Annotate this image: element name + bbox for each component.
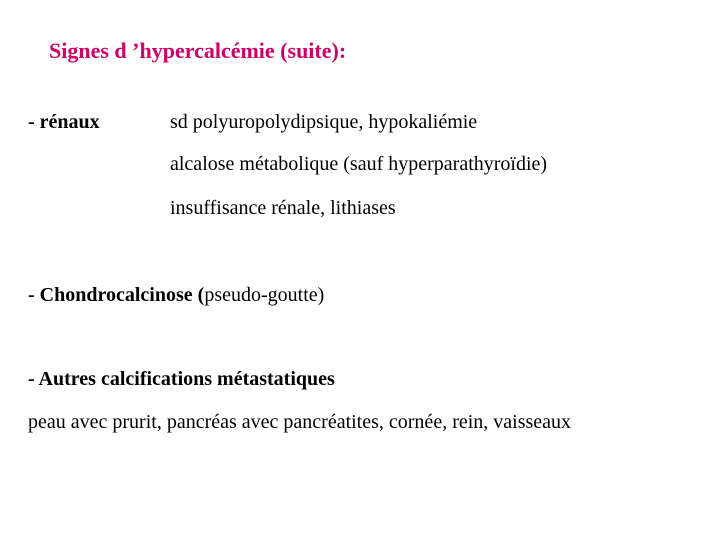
autres-detail: peau avec prurit, pancréas avec pancréatites, cornée, rein, vaisseaux xyxy=(28,411,572,433)
renal-item: alcalose métabolique (sauf hyperparathyroïdie) xyxy=(170,153,548,175)
chondro-paren: ( xyxy=(197,284,205,306)
renal-item: sd polyuropolydipsique, hypokaliémie xyxy=(170,111,478,133)
autres-heading: - Autres calcifications métastatiques xyxy=(28,368,335,390)
chondro-term: Chondrocalcinose xyxy=(39,284,193,306)
chondro-prefix: - xyxy=(28,284,40,306)
renal-item: insuffisance rénale, lithiases xyxy=(170,197,396,219)
chondrocalcinose-line xyxy=(28,283,324,307)
slide-title: Signes d ’hypercalcémie (suite): xyxy=(49,38,347,63)
renal-label: - rénaux xyxy=(28,111,100,133)
chondro-rest: pseudo-goutte) xyxy=(204,284,325,306)
